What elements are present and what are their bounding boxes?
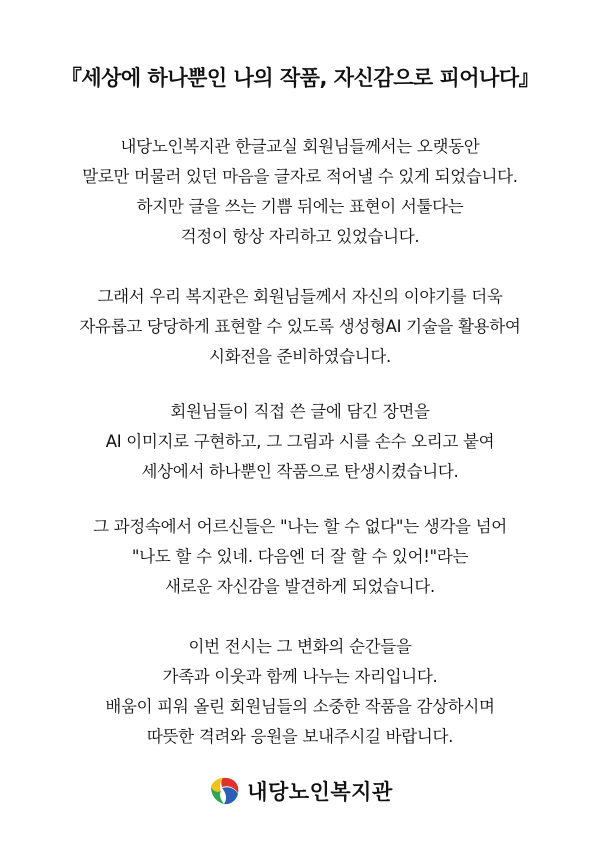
text-line: 이번 전시는 그 변화의 순간들을 xyxy=(188,637,412,656)
paragraph-invitation xyxy=(0,632,600,752)
text-line: 배움이 피워 올린 회원님들의 소중한 작품을 감상하시며 xyxy=(105,697,495,716)
text-line: 따뜻한 격려와 응원을 보내주시길 바랍니다. xyxy=(146,727,454,746)
text-line: 하지만 글을 쓰는 기쁨 뒤에는 표현이 서툴다는 xyxy=(136,197,464,216)
text-line: 세상에서 하나뿐인 작품으로 탄생시켰습니다. xyxy=(141,462,459,481)
page-title: 『세상에 하나뿐인 나의 작품, 자신감으로 피어나다』 xyxy=(60,66,540,90)
welfare-center-logo-icon xyxy=(207,776,241,806)
text-line: 회원님들이 직접 쓴 글에 담긴 장면을 xyxy=(170,402,430,421)
text-line: 그래서 우리 복지관은 회원님들께서 자신의 이야기를 더욱 xyxy=(97,287,503,306)
text-line: 그 과정속에서 어르신들은 "나는 할 수 없다"는 생각을 넘어 xyxy=(93,517,507,536)
text-line: 가족과 이웃과 함께 나누는 자리입니다. xyxy=(162,667,438,686)
paragraph-confidence xyxy=(0,512,600,602)
text-line: 말로만 머물러 있던 마음을 글자로 적어낼 수 있게 되었습니다. xyxy=(82,167,518,186)
text-line: 내당노인복지관 한글교실 회원님들께서는 오랫동안 xyxy=(120,137,480,156)
organization-name: 내당노인복지관 xyxy=(247,780,393,804)
paragraph-process xyxy=(0,397,600,487)
footer-logo xyxy=(0,776,600,806)
text-line: 자유롭고 당당하게 표현할 수 있도록 생성형AI 기술을 활용하여 xyxy=(79,317,521,336)
paragraph-purpose xyxy=(0,282,600,372)
text-line: 새로운 자신감을 발견하게 되었습니다. xyxy=(164,577,435,596)
text-line: "나도 할 수 있네. 다음엔 더 잘 할 수 있어!"라는 xyxy=(131,547,469,566)
text-line: 걱정이 항상 자리하고 있었습니다. xyxy=(180,227,420,246)
text-line: 시화전을 준비하였습니다. xyxy=(209,347,391,366)
text-line: AI 이미지로 구현하고, 그 그림과 시를 손수 오리고 붙여 xyxy=(105,432,495,451)
paragraph-intro xyxy=(0,132,600,252)
